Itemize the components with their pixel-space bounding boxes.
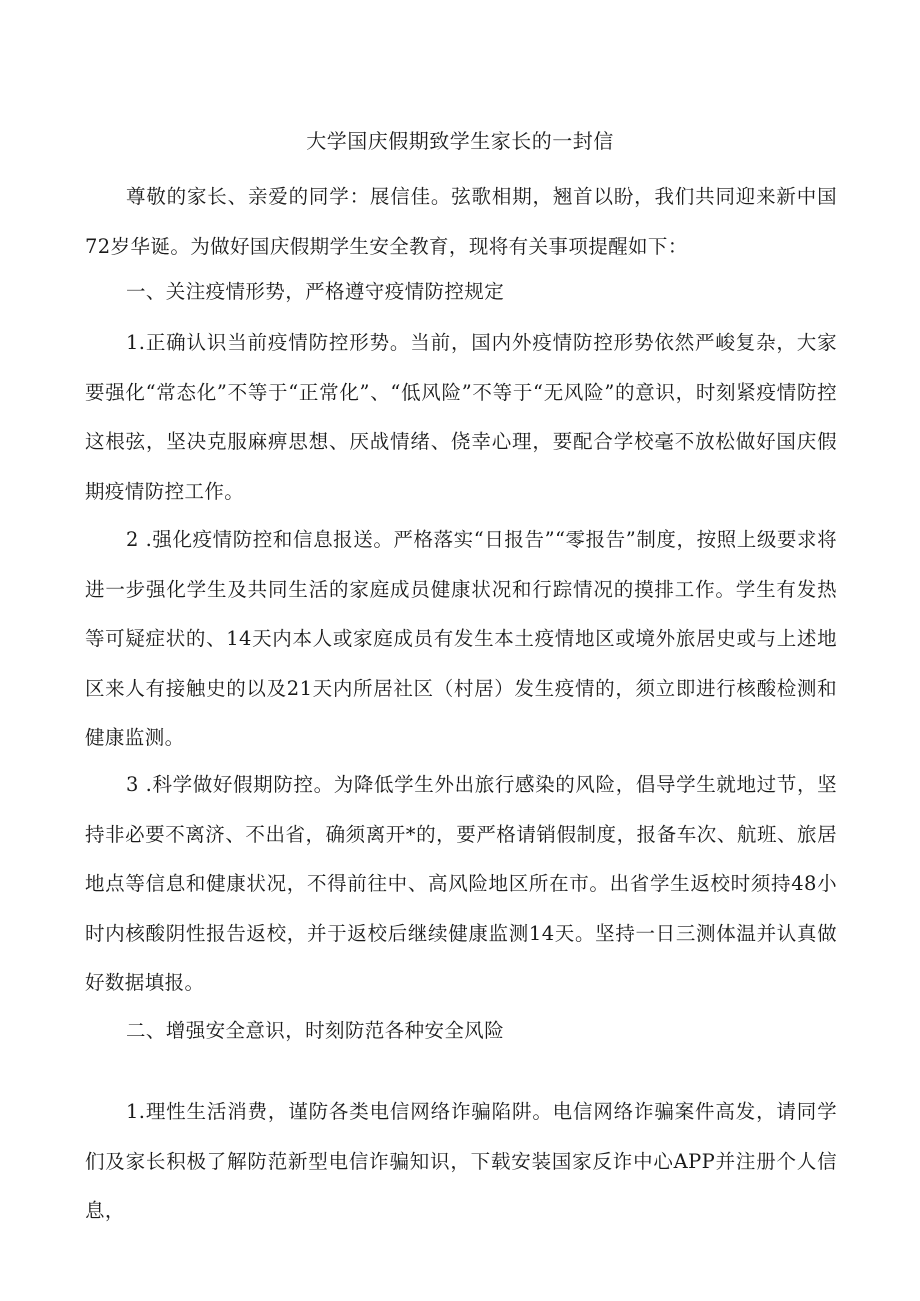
section-1-item-1: 1.正确认识当前疫情防控形势。当前，国内外疫情防控形势依然严峻复杂，大家要强化“常态化”不等于“正常化”、“低风险”不等于“无风险”的意识，时刻紧疫情防控这根弦，坚决克服麻痹思想、厌战情绪、侥幸心理，要配合学校毫不放松做好国庆假期疫情防控工作。 [85, 331, 837, 503]
section-2-item-1: 1.理性生活消费，谨防各类电信网络诈骗陷阱。电信网络诈骗案件高发，请同学们及家长积极了解防范新型电信诈骗知识，下载安装国家反诈中心APP并注册个人信息， [85, 1100, 837, 1222]
intro-paragraph: 尊敬的家长、亲爱的同学：展信佳。弦歌相期，翘首以盼，我们共同迎来新中国72岁华诞。为做好国庆假期学生安全教育，现将有关事项提醒如下： [85, 185, 837, 258]
section-1-item-3: 3 .科学做好假期防控。为降低学生外出旅行感染的风险，倡导学生就地过节，坚持非必要不离济、不出省，确须离开*的，要严格请销假制度，报备车次、航班、旅居地点等信息和健康状况，不得前往中、高风险地区所在市。出省学生返校时须持48小时内核酸阴性报告返校，并于返校后继续健康监测14天。坚持一日三测体温并认真做好数据填报。 [85, 773, 837, 994]
section-1-heading: 一、关注疫情形势，严格遵守疫情防控规定 [126, 280, 505, 303]
section-2-heading: 二、增强安全意识，时刻防范各种安全风险 [126, 1019, 505, 1042]
section-1-item-2: 2 .强化疫情防控和信息报送。严格落实“日报告”“零报告”制度，按照上级要求将进一步强化学生及共同生活的家庭成员健康状况和行踪情况的摸排工作。学生有发热等可疑症状的、14天内本人或家庭成员有发生本土疫情地区或境外旅居史或与上述地区来人有接触史的以及21天内所居社区（村居）发生疫情的，须立即进行核酸检测和健康监测。 [85, 528, 837, 749]
letter-title: 大学国庆假期致学生家长的一封信 [306, 129, 614, 153]
